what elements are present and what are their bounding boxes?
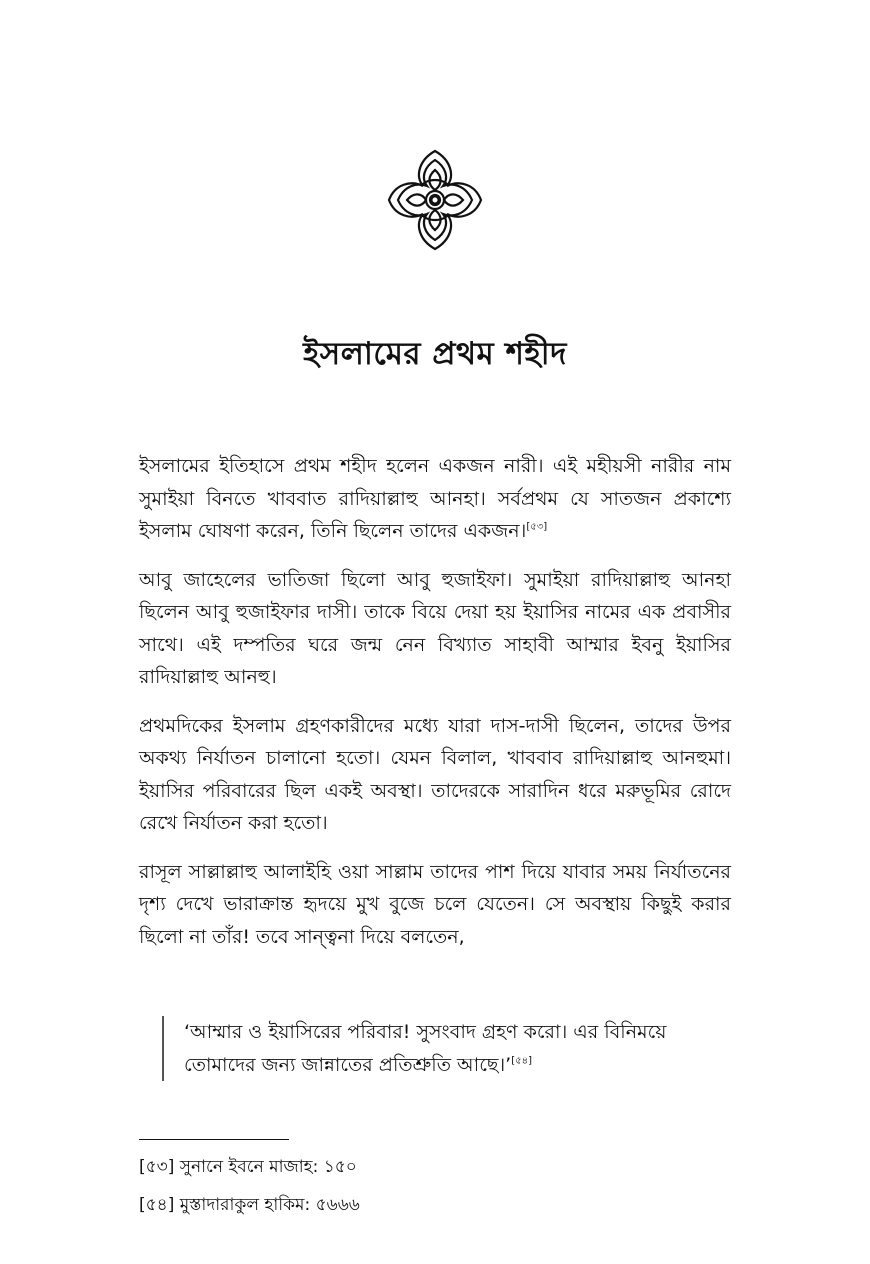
paragraph: আবু জাহেলের ভাতিজা ছিলো আবু হুজাইফা। সুমাইয়া রাদিয়াল্লাহু আনহা ছিলেন আবু হুজাইফার দাসী। তাকে বিয়ে দেয়া হয় ইয়াসির নামের এক প্রবাসীর সাথে। এই দম্পতির ঘরে জন্ম নেন বিখ্যাত সাহাবী আম্মার ইবনু ইয়াসির রাদিয়াল্লাহু আনহু। [139, 568, 731, 688]
footnote-divider [139, 1139, 289, 1140]
floral-ornament-icon [387, 148, 483, 252]
paragraph: ইসলামের ইতিহাসে প্রথম শহীদ হলেন একজন নারী। এই মহীয়সী নারীর নাম সুমাইয়া বিনতে খাববাত রাদিয়াল্লাহু আনহা। সর্বপ্রথম যে সাতজন প্রকাশ্যে ইসলাম ঘোষণা করেন, তিনি ছিলেন তাদের একজন।[৫৩] [139, 455, 731, 542]
footnote-ref[interactable]: [৫৪] [511, 1055, 532, 1067]
paragraph: প্রথমদিকের ইসলাম গ্রহণকারীদের মধ্যে যারা দাস-দাসী ছিলেন, তাদের উপর অকথ্য নির্যাতন চালানো হতো। যেমন বিলাল, খাববাব রাদিয়াল্লাহু আনহুমা। ইয়াসির পরিবারের ছিল একই অবস্থা। তাদেরকে সারাদিন ধরে মরুভূমির রোদে রেখে নির্যাতন করা হতো। [139, 714, 731, 834]
footnote: [৫৩] সুনানে ইবনে মাজাহ: ১৫০ [139, 1157, 357, 1177]
footnote: [৫৪] মুস্তাদারাকুল হাকিম: ৫৬৬৬ [139, 1195, 360, 1215]
footnote-ref[interactable]: [৫৩] [526, 521, 548, 533]
block-quote: ‘আম্মার ও ইয়াসিরের পরিবার! সুসংবাদ গ্রহণ করো। এর বিনিময়ে তোমাদের জন্য জান্নাতের প্রতিশ্রুতি আছে।’[৫৪] [162, 1016, 744, 1081]
chapter-title: ইসলামের প্রথম শহীদ [303, 336, 567, 372]
paragraph: রাসূল সাল্লাল্লাহু আলাইহি ওয়া সাল্লাম তাদের পাশ দিয়ে যাবার সময় নির্যাতনের দৃশ্য দেখে ভারাক্রান্ত হৃদয়ে মুখ বুজে চলে যেতেন। সে অবস্থায় কিছুই করার ছিলো না তাঁর! তবে সান্ত্বনা দিয়ে বলতেন, [139, 860, 731, 948]
chapter-body [139, 450, 731, 969]
